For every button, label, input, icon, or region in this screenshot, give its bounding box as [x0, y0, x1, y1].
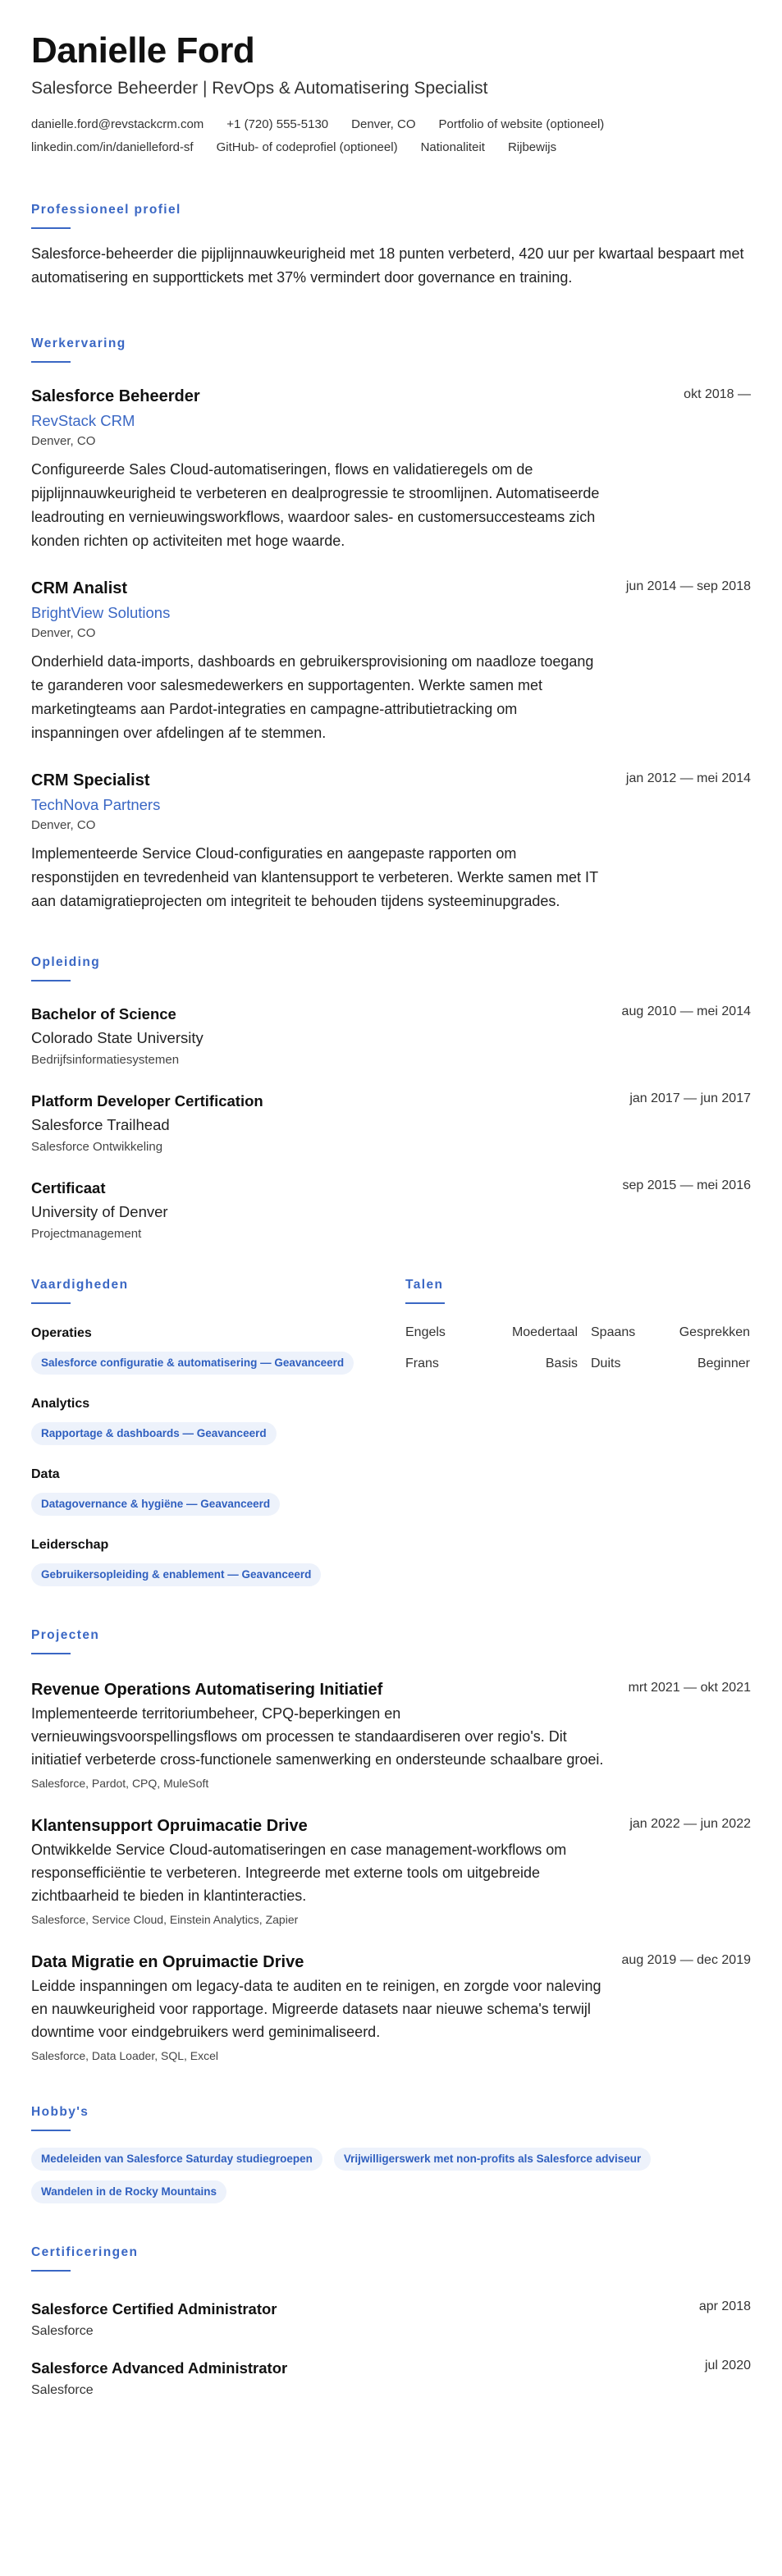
- section-divider: [31, 1653, 71, 1654]
- section-title-languages: Talen: [405, 1278, 444, 1292]
- project-date: jan 2022 — jun 2022: [629, 1817, 751, 1831]
- job-company: TechNova Partners: [31, 796, 161, 813]
- edu-degree: Bachelor of Science: [31, 1005, 176, 1023]
- job-location: Denver, CO: [31, 818, 96, 832]
- job-description: Configureerde Sales Cloud-automatiseringen, flows en validatieregels om de pijplijnnauwkeurigheid te verbeteren en dealprogressie te stroomlijnen. Automatiseerde leadrouting en vernieuwingsworkflows, waardoor sales- en customersuccesteams zich konden richten op activiteiten met hoge waarde.: [31, 461, 600, 549]
- job-title: CRM Specialist: [31, 771, 150, 789]
- language-name: Duits: [591, 1357, 621, 1370]
- skill-group: [31, 1396, 405, 1445]
- contact-list: [31, 117, 753, 156]
- skill-tag: Salesforce configuratie & automatisering — Geavanceerd: [31, 1352, 354, 1375]
- experience-entry: [31, 770, 751, 913]
- hobby-tag: Wandelen in de Rocky Mountains: [31, 2180, 226, 2203]
- education-section: [31, 954, 751, 1242]
- section-title-profile: Professioneel profiel: [31, 203, 181, 217]
- project-date: aug 2019 — dec 2019: [621, 1953, 751, 1967]
- skill-group: [31, 1325, 405, 1375]
- edu-school: Salesforce Trailhead: [31, 1116, 170, 1133]
- education-entry: [31, 1091, 751, 1155]
- project-tech: Salesforce, Pardot, CPQ, MuleSoft: [31, 1777, 209, 1790]
- edu-degree: Certificaat: [31, 1179, 106, 1196]
- hobby-tag: Medeleiden van Salesforce Saturday studiegroepen: [31, 2148, 322, 2171]
- language-name: Engels: [405, 1325, 446, 1339]
- cert-name: Salesforce Advanced Administrator: [31, 2359, 288, 2377]
- contact-portfolio[interactable]: Portfolio of website (optioneel): [438, 117, 605, 131]
- project-tech: Salesforce, Data Loader, SQL, Excel: [31, 2049, 219, 2062]
- skill-tag: Gebruikersopleiding & enablement — Geavanceerd: [31, 1563, 321, 1586]
- contact-nationality: Nationaliteit: [420, 140, 485, 154]
- skill-tag: Datagovernance & hygiëne — Geavanceerd: [31, 1493, 280, 1516]
- section-divider: [31, 1302, 71, 1304]
- certification-entry: [31, 2359, 751, 2400]
- section-divider: [31, 361, 71, 363]
- project-entry: [31, 1951, 751, 2063]
- job-location: Denver, CO: [31, 626, 96, 640]
- edu-school: University of Denver: [31, 1203, 168, 1220]
- profile-text: Salesforce-beheerder die pijplijnnauwkeurigheid met 18 punten verbeterd, 420 uur per kwartaal bespaart met automatisering en supporttickets met 37% vermindert door governance en training.: [31, 245, 744, 286]
- job-date: jan 2012 — mei 2014: [625, 771, 751, 785]
- edu-field: Salesforce Ontwikkeling: [31, 1140, 163, 1154]
- cert-date: apr 2018: [698, 2299, 751, 2313]
- cert-issuer: Salesforce: [31, 2383, 94, 2397]
- section-divider: [31, 227, 71, 229]
- hobbies-section: [31, 2104, 751, 2203]
- contact-license: Rijbewijs: [507, 140, 557, 154]
- candidate-headline: Salesforce Beheerder | RevOps & Automatisering Specialist: [31, 79, 488, 98]
- section-title-skills: Vaardigheden: [31, 1278, 129, 1292]
- language-list: [405, 1325, 750, 1371]
- cert-name: Salesforce Certified Administrator: [31, 2300, 277, 2317]
- section-title-projects: Projecten: [31, 1628, 100, 1642]
- edu-field: Bedrijfsinformatiesystemen: [31, 1053, 180, 1067]
- project-date: mrt 2021 — okt 2021: [628, 1681, 751, 1695]
- job-company: RevStack CRM: [31, 412, 135, 429]
- edu-degree: Platform Developer Certification: [31, 1092, 263, 1110]
- language-name: Spaans: [591, 1325, 636, 1339]
- project-description: Implementeerde territoriumbeheer, CPQ-beperkingen en vernieuwingsvoorspellingsflows om processen te standaardiseren over regio's. Dit initiatief verbeterde cross-functionele samenwerking en ondersteunde schaalbare groei.: [31, 1705, 604, 1768]
- project-title: Revenue Operations Automatisering Initiatief: [31, 1681, 383, 1699]
- certification-entry: [31, 2299, 751, 2340]
- job-date: jun 2014 — sep 2018: [625, 579, 751, 593]
- job-description: Onderhield data-imports, dashboards en gebruikersprovisioning om naadloze toegang te garanderen voor salesmedewerkers en supportagenten. Werkte samen met marketingteams aan Pardot-integraties en campagne-attributietracking om inspanningen over afdelingen af te stemmen.: [31, 653, 594, 741]
- project-description: Ontwikkelde Service Cloud-automatiseringen en case management-workflows om responsefficiëntie te verbeteren. Integreerde met externe tools om uitgebreide zichtbaarheid te bieden in klantinteracties.: [31, 1842, 567, 1904]
- language-name: Frans: [405, 1357, 439, 1370]
- skill-category: Analytics: [31, 1397, 90, 1411]
- language-level: Moedertaal: [511, 1325, 578, 1339]
- section-divider: [31, 2270, 71, 2272]
- skill-group: [31, 1466, 405, 1516]
- contact-email[interactable]: danielle.ford@revstackcrm.com: [31, 117, 204, 131]
- section-divider: [31, 2130, 71, 2131]
- profile-section: [31, 202, 751, 290]
- education-entry: [31, 1004, 751, 1068]
- language-level: Beginner: [697, 1357, 750, 1370]
- experience-entry: [31, 578, 751, 745]
- language-level: Gesprekken: [679, 1325, 750, 1339]
- project-title: Data Migratie en Opruimactie Drive: [31, 1953, 304, 1971]
- skill-category: Operaties: [31, 1326, 92, 1340]
- skill-tag: Rapportage & dashboards — Geavanceerd: [31, 1422, 277, 1445]
- edu-field: Projectmanagement: [31, 1227, 142, 1241]
- job-location: Denver, CO: [31, 434, 96, 448]
- section-title-education: Opleiding: [31, 955, 101, 969]
- skill-group: [31, 1537, 405, 1586]
- section-title-experience: Werkervaring: [31, 336, 126, 350]
- edu-date: aug 2010 — mei 2014: [621, 1004, 751, 1018]
- edu-school: Colorado State University: [31, 1029, 204, 1046]
- experience-section: [31, 336, 751, 913]
- skill-category: Data: [31, 1467, 60, 1481]
- certifications-section: [31, 2244, 751, 2400]
- job-company: BrightView Solutions: [31, 604, 171, 621]
- job-description: Implementeerde Service Cloud-configuraties en aangepaste rapporten om responstijden en tevredenheid van klantensupport te verbeteren. Werkte samen met IT aan datamigratieprojecten om integriteit te behouden tijdens systeeminupgrades.: [31, 845, 598, 909]
- education-entry: [31, 1178, 751, 1242]
- project-title: Klantensupport Opruimacatie Drive: [31, 1817, 308, 1835]
- experience-entry: [31, 386, 751, 553]
- job-date: okt 2018 —: [684, 387, 751, 401]
- cert-issuer: Salesforce: [31, 2324, 94, 2338]
- languages-section: [405, 1277, 750, 1586]
- candidate-name: Danielle Ford: [31, 30, 255, 71]
- edu-date: sep 2015 — mei 2016: [622, 1178, 751, 1192]
- hobby-list: [31, 2148, 753, 2203]
- hobby-tag: Vrijwilligerswerk met non-profits als Salesforce adviseur: [334, 2148, 651, 2171]
- projects-section: [31, 1627, 751, 2063]
- language-level: Basis: [545, 1357, 578, 1370]
- job-title: CRM Analist: [31, 579, 128, 597]
- contact-linkedin[interactable]: linkedin.com/in/danielleford-sf: [31, 140, 194, 154]
- skills-section: [31, 1277, 405, 1586]
- section-title-certifications: Certificeringen: [31, 2245, 139, 2259]
- edu-date: jan 2017 — jun 2017: [629, 1091, 751, 1105]
- section-title-hobbies: Hobby's: [31, 2105, 89, 2119]
- project-tech: Salesforce, Service Cloud, Einstein Analytics, Zapier: [31, 1913, 299, 1926]
- cert-date: jul 2020: [704, 2359, 751, 2372]
- resume-header: [31, 30, 751, 156]
- contact-location: Denver, CO: [351, 117, 416, 131]
- project-entry: [31, 1815, 751, 1927]
- project-description: Leidde inspanningen om legacy-data te auditen en te reinigen, en zorgde voor naleving en nauwkeurigheid voor rapportage. Migreerde datasets naar nieuwe schema's terwijl downtime voor eindgebruikers werd geminimaliseerd.: [31, 1978, 601, 2040]
- skill-category: Leiderschap: [31, 1538, 109, 1552]
- job-title: Salesforce Beheerder: [31, 387, 200, 405]
- contact-phone[interactable]: +1 (720) 555-5130: [226, 117, 329, 131]
- project-entry: [31, 1679, 751, 1791]
- section-divider: [405, 1302, 445, 1304]
- contact-github[interactable]: GitHub- of codeprofiel (optioneel): [216, 140, 398, 154]
- section-divider: [31, 980, 71, 981]
- skills-languages-row: [31, 1277, 751, 1586]
